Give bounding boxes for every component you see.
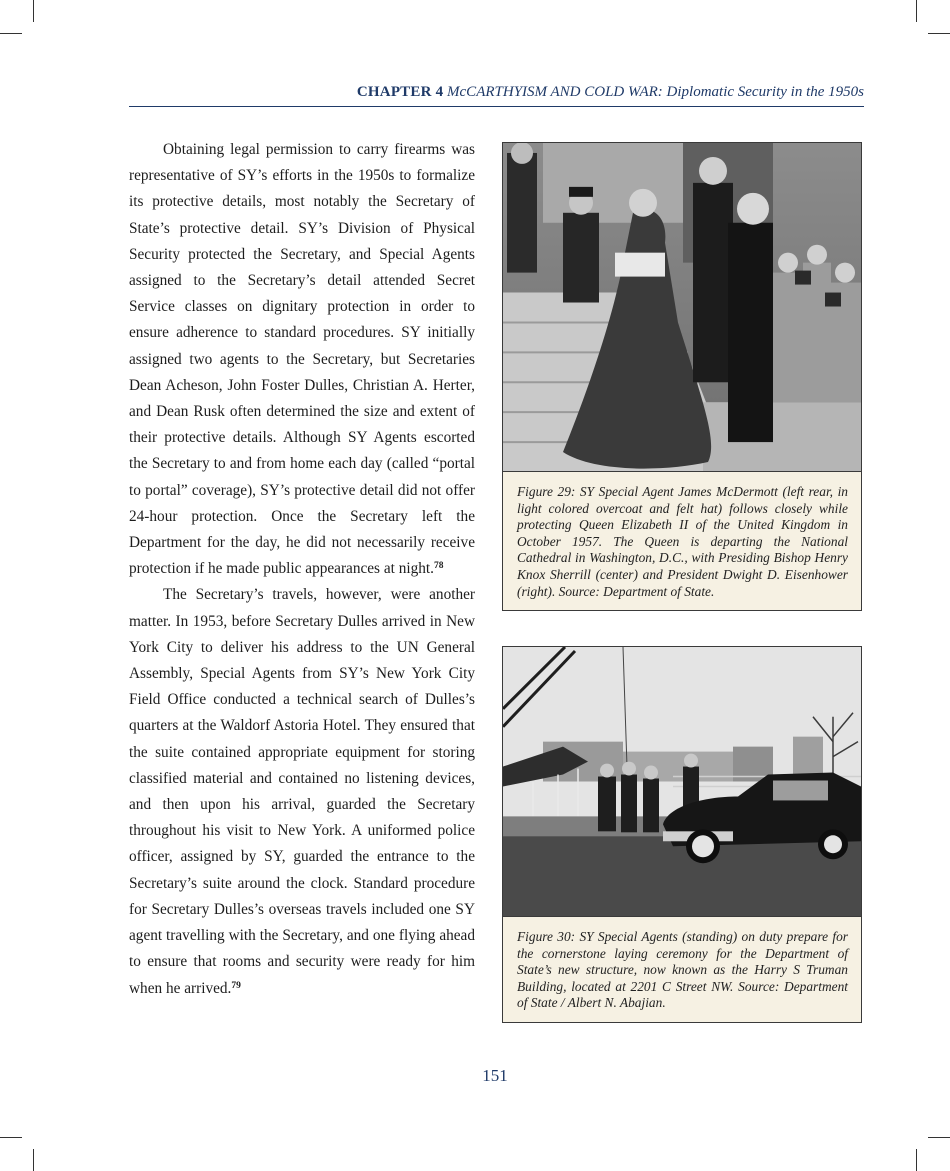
paragraph-text: Obtaining legal permission to carry firearms was representative of SY’s efforts in the 1950s to formalize its protective details, most notably the Secretary of State’s protective detail. SY’s Division of Physical Security protected the Secretary, and Special Agents assigned to the Secretary’s detail attended Secret Service classes on dignitary protection in order to ensure adherence to standard procedures. SY initially assigned two agents to the Secretary, but Secretaries Dean Acheson, John Foster Dulles, Christian A. Herter, and Dean Rusk often determined the size and extent of their protective details. Although SY Agents escorted the Secretary to and from home each day (called “portal to portal” coverage), SY’s protective detail did not offer 24-hour protection. Once the Secretary left the Department for the day, he did not necessarily receive protection if he made public appearances at night. xyxy=(129,141,475,578)
crop-mark xyxy=(33,1149,34,1171)
crop-mark xyxy=(0,1137,22,1138)
paragraph-text: The Secretary’s travels, however, were another matter. In 1953, before Secretary Dulles arrived in New York City to deliver his address to the UN General Assembly, Special Agents from SY’s New York City Field Office conducted a technical search of Dulles’s quarters at the Waldorf Astoria Hotel. They ensured that the suite contained appropriate equipment for storing classified material and contained no listening devices, and then upon his arrival, guarded the Secretary throughout his visit to New York. A uniformed police officer, assigned by SY, guarded the entrance to the Secretary’s suite around the clock. Standard procedure for Secretary Dulles’s overseas travels included one SY agent travelling with the Secretary, and one flying ahead to ensure that rooms and security were ready for him when he arrived. xyxy=(129,586,475,997)
running-header xyxy=(129,84,864,101)
figure-30 xyxy=(502,646,862,1023)
body-text-column xyxy=(129,137,475,1002)
figure-29 xyxy=(502,142,862,611)
figure-30-photo xyxy=(503,647,861,917)
body-paragraph xyxy=(129,582,475,1001)
figure-29-photo xyxy=(503,143,861,472)
header-rule xyxy=(129,106,864,107)
crop-mark xyxy=(928,1137,950,1138)
crop-mark xyxy=(0,33,22,34)
footnote-ref[interactable]: 79 xyxy=(231,980,241,991)
crop-mark xyxy=(916,0,917,22)
figure-30-caption: Figure 30: SY Special Agents (standing) on duty prepare for the cornerstone laying ceremony for the Department of State’s new structure, now known as the Harry S Truman Building, located at 2201 C Street NW. Source: Department of State / Albert N. Abajian. xyxy=(517,929,848,1011)
page-number: 151 xyxy=(482,1066,508,1085)
chapter-title: McCARTHYISM AND COLD WAR: Diplomatic Security in the 1950s xyxy=(447,84,864,100)
crop-mark xyxy=(916,1149,917,1171)
footnote-ref[interactable]: 78 xyxy=(433,561,444,572)
crop-mark xyxy=(928,33,950,34)
body-paragraph xyxy=(129,137,475,582)
chapter-label: CHAPTER 4 xyxy=(356,84,444,100)
crop-mark xyxy=(33,0,34,22)
figure-29-caption: Figure 29: SY Special Agent James McDermott (left rear, in light colored overcoat and felt hat) follows closely while protecting Queen Elizabeth II of the United Kingdom in October 1957. The Queen is departing the National Cathedral in Washington, D.C., with Presiding Bishop Henry Knox Sherrill (center) and President Dwight D. Eisenhower (right). Source: Department of State. xyxy=(517,484,848,599)
